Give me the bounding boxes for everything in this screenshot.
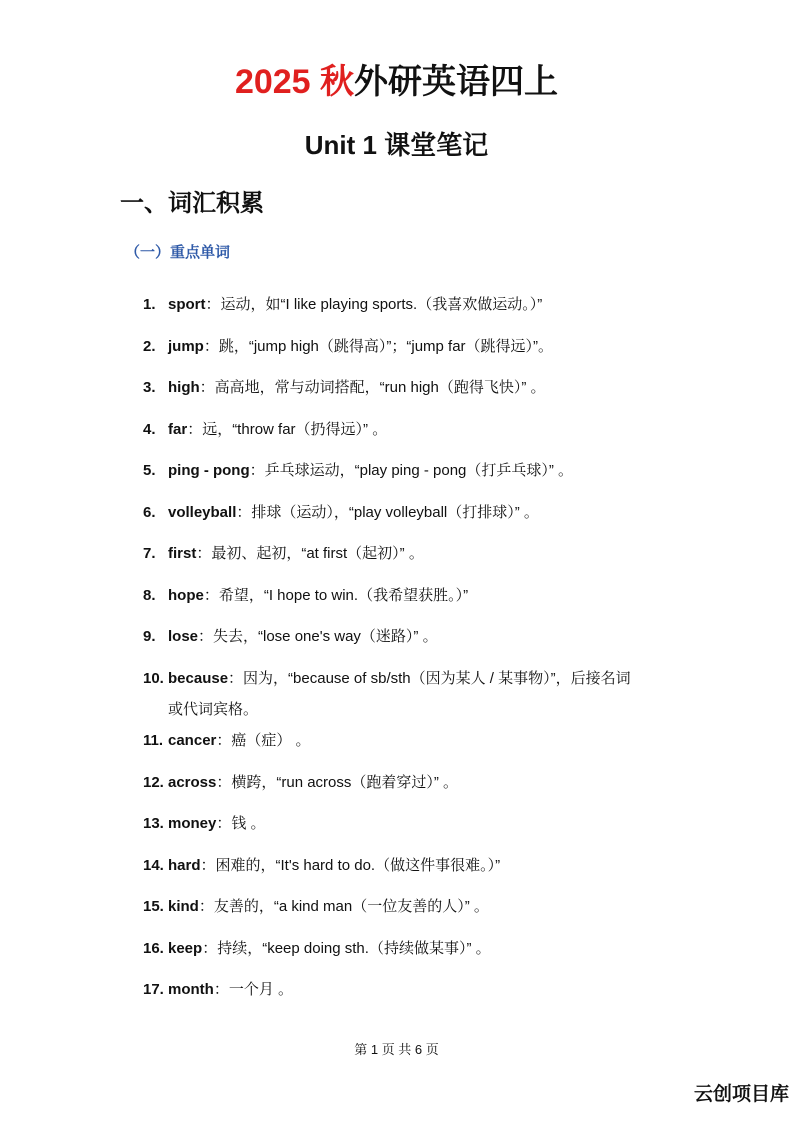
vocab-item (143, 928, 703, 970)
vocab-term: month (168, 981, 214, 998)
vocab-list (143, 284, 703, 1011)
title-rest: 外研英语四上 (354, 63, 559, 101)
vocab-number: 9. (143, 628, 156, 645)
vocab-item (143, 720, 703, 762)
vocab-term: money (168, 815, 217, 832)
vocab-number: 12. (143, 773, 164, 791)
vocab-desc: ：横跨，“run across（跑着穿过）” 。 (216, 773, 459, 791)
vocab-number: 3. (143, 379, 156, 396)
vocab-number: 6. (143, 503, 156, 521)
vocab-item (143, 367, 703, 409)
vocab-desc-continuation: 或代词宾格。 (168, 701, 259, 718)
vocab-item (143, 762, 703, 804)
vocab-item (143, 886, 703, 928)
vocab-desc: ：失去，“lose one's way（迷路）” 。 (198, 628, 438, 645)
vocab-item (143, 575, 703, 617)
vocab-item (143, 492, 703, 534)
vocab-desc: ：乒乓球运动，“play ping - pong（打乒乓球）” 。 (249, 462, 574, 479)
vocab-desc: ：钱 。 (216, 815, 266, 832)
page-subtitle: Unit 1 课堂笔记 (304, 130, 489, 160)
vocab-number: 7. (143, 545, 156, 562)
vocab-desc: ：希望，“I hope to win.（我希望获胜。）” (203, 586, 469, 604)
vocab-text (168, 284, 703, 326)
page-title (0, 60, 793, 104)
vocab-desc: ：友善的，“a kind man（一位友善的人）” 。 (198, 898, 489, 915)
vocab-text (168, 450, 703, 492)
vocab-text (168, 762, 703, 804)
vocab-text (168, 969, 703, 1011)
vocab-term: jump (168, 337, 204, 355)
section-heading: 一、词汇积累 (120, 190, 264, 217)
vocab-term: keep (168, 939, 203, 957)
vocab-number: 2. (143, 337, 156, 355)
vocab-number: 13. (143, 815, 164, 832)
vocab-item (143, 284, 703, 326)
vocab-number: 5. (143, 462, 156, 479)
vocab-item (143, 803, 703, 845)
vocab-desc: ：因为，“because of sb/sth（因为某人 / 某事物）”，后接名词 (228, 669, 631, 687)
vocab-item (143, 326, 703, 368)
vocab-term: far (168, 420, 188, 438)
vocab-text (168, 533, 703, 575)
vocab-text (168, 658, 703, 721)
vocab-item (143, 658, 703, 721)
vocab-desc: ：癌（症） 。 (216, 732, 311, 749)
vocab-number: 8. (143, 586, 156, 604)
vocab-desc: ：排球（运动），“play volleyball（打排球）” 。 (236, 503, 539, 521)
vocab-item (143, 616, 703, 658)
vocab-desc: ：困难的，“It's hard to do.（做这件事很难。）” (200, 856, 501, 874)
vocab-desc: ：运动，如“I like playing sports.（我喜欢做运动。）” (205, 296, 543, 313)
vocab-term: hope (168, 586, 204, 604)
watermark: 云创项目库 (693, 1084, 789, 1105)
vocab-number: 10. (143, 669, 164, 687)
vocab-text (168, 845, 703, 887)
vocab-term: across (168, 773, 217, 791)
vocab-term: lose (168, 628, 199, 645)
vocab-text (168, 575, 703, 617)
vocab-item (143, 969, 703, 1011)
vocab-number: 16. (143, 939, 164, 957)
vocab-text (168, 616, 703, 658)
vocab-number: 11. (143, 732, 164, 749)
vocab-term: volleyball (168, 503, 237, 521)
vocab-text (168, 928, 703, 970)
vocab-item (143, 845, 703, 887)
title-highlight: 2025 秋 (234, 63, 355, 101)
vocab-text (168, 409, 703, 451)
vocab-number: 4. (143, 420, 156, 438)
vocab-term: ping - pong (168, 462, 250, 479)
vocab-text (168, 492, 703, 534)
vocab-desc: ：远，“throw far（扔得远）” 。 (187, 420, 388, 438)
vocab-term: cancer (168, 732, 217, 749)
vocab-text (168, 720, 703, 762)
vocab-number: 15. (143, 898, 164, 915)
vocab-item (143, 450, 703, 492)
vocab-desc: ：跳，“jump high（跳得高）”；“jump far（跳得远）”。 (203, 337, 554, 355)
vocab-desc: ：一个月 。 (213, 981, 293, 998)
vocab-desc: ：高高地，常与动词搭配，“run high（跑得飞快）” 。 (199, 379, 546, 396)
vocab-number: 17. (143, 981, 164, 998)
vocab-text (168, 803, 703, 845)
vocab-term: first (168, 545, 197, 562)
page-footer: 第 1 页 共 6 页 (354, 1042, 439, 1057)
vocab-item (143, 409, 703, 451)
vocab-term: hard (168, 856, 201, 874)
vocab-text (168, 886, 703, 928)
vocab-desc: ：持续，“keep doing sth.（持续做某事）” 。 (202, 939, 491, 957)
vocab-term: high (168, 379, 200, 396)
vocab-number: 14. (143, 856, 164, 874)
vocab-term: because (168, 669, 229, 687)
subsection-heading: （一）重点单词 (125, 244, 231, 261)
vocab-term: sport (168, 296, 206, 313)
vocab-number: 1. (143, 296, 156, 313)
vocab-text (168, 367, 703, 409)
vocab-item (143, 533, 703, 575)
vocab-desc: ：最初、起初，“at first（起初）” 。 (196, 545, 424, 562)
vocab-text (168, 326, 703, 368)
vocab-term: kind (168, 898, 199, 915)
